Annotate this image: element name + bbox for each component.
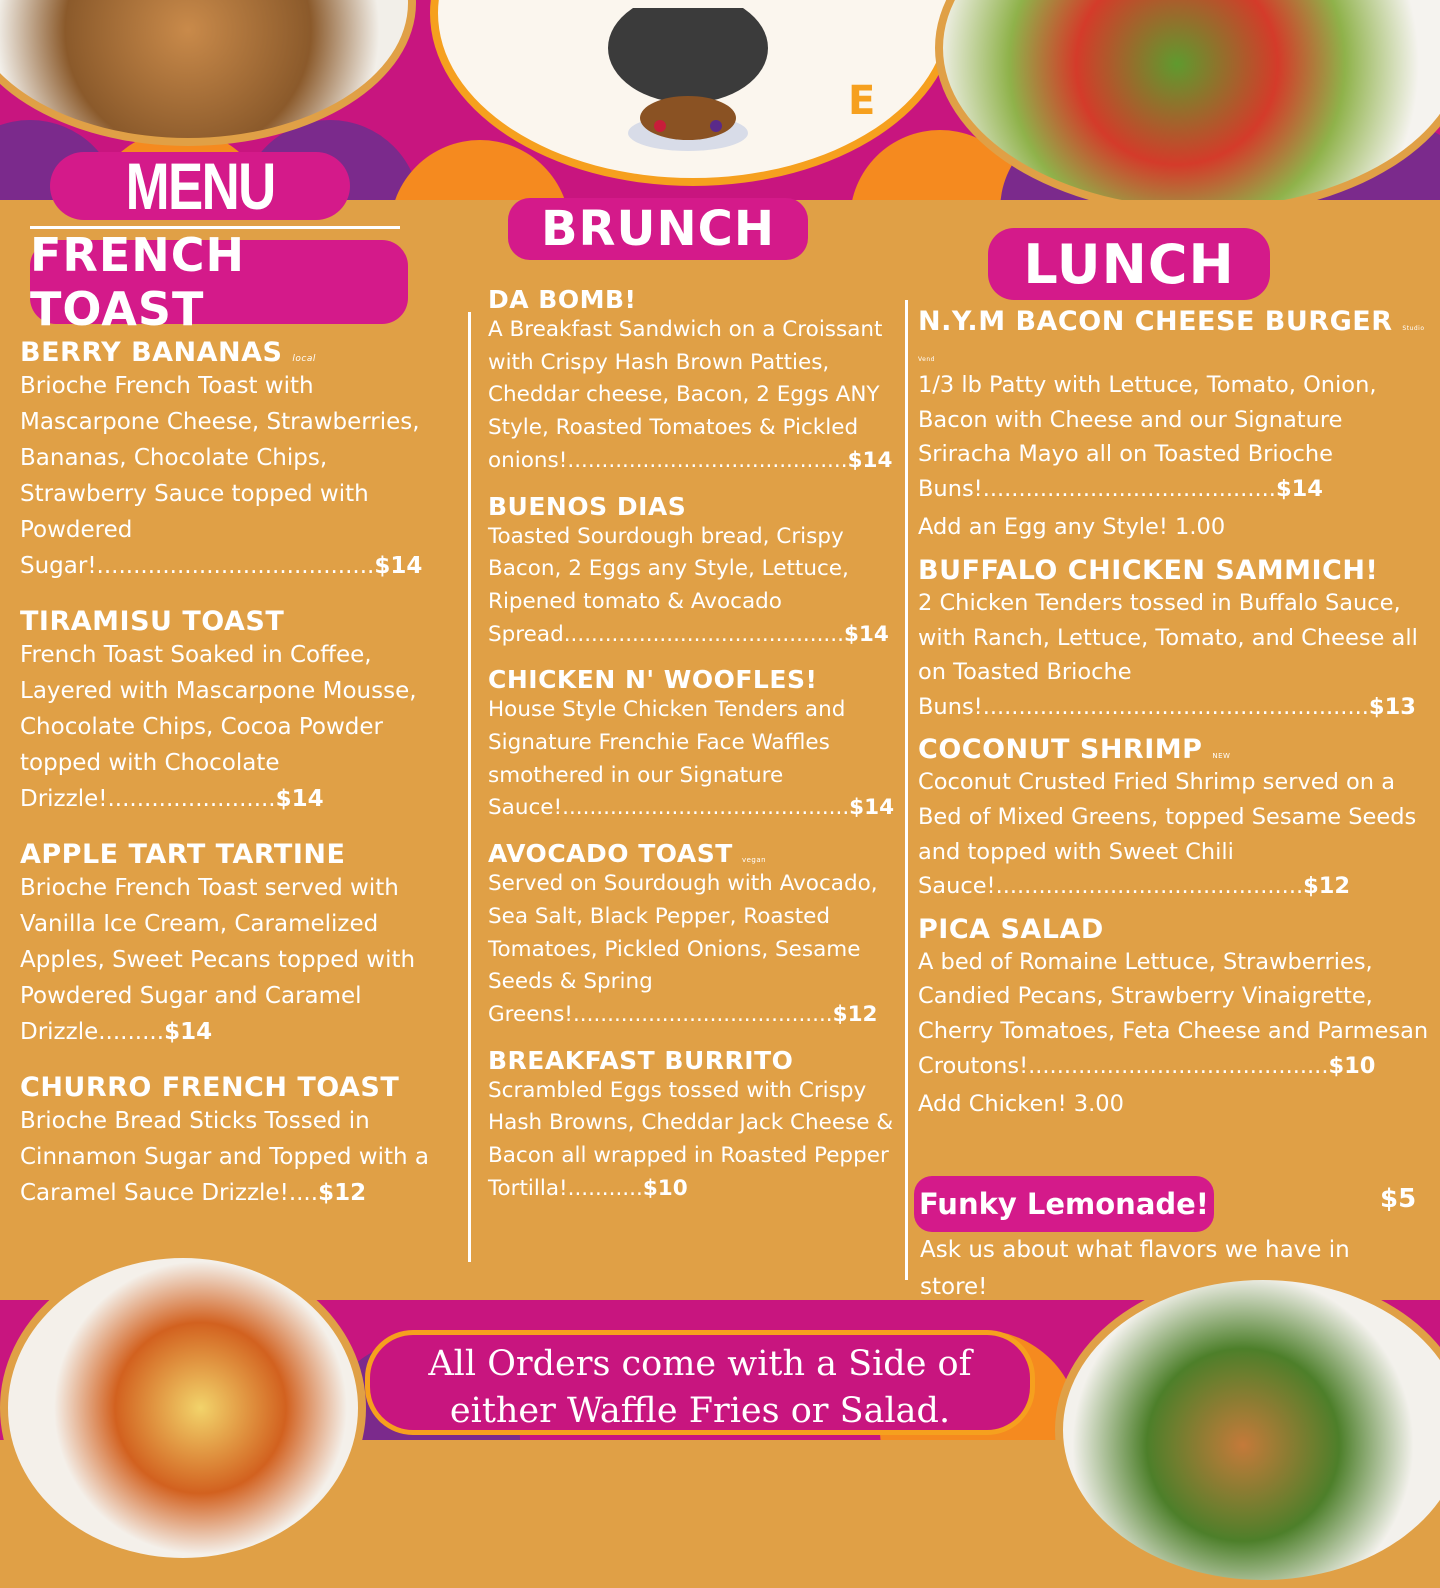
lemonade-desc: Ask us about what flavors we have in store!: [920, 1237, 1350, 1300]
menu-item: [488, 1046, 900, 1206]
item-dots: ......................................: [96, 553, 375, 579]
lunch-column: [918, 306, 1430, 1122]
brunch-pill: [508, 198, 808, 260]
footer-note: All Orders come with a Side of either Waffle Fries or Salad.: [428, 1344, 972, 1431]
item-price: $14: [1275, 475, 1323, 502]
lunch-divider-line: [905, 300, 908, 1280]
menu-item: [918, 734, 1430, 903]
item-name: BERRY BANANAS: [20, 337, 283, 368]
french-toast-column: [20, 337, 450, 1211]
menu-item: [20, 1072, 450, 1211]
item-dots: ..........................................: [1028, 1052, 1329, 1079]
item-dots: ..........................................: [562, 795, 850, 821]
item-name: APPLE TART TARTINE: [20, 839, 346, 870]
menu-item: [488, 285, 900, 478]
item-name: PICA SALAD: [918, 913, 1104, 945]
menu-item: [20, 606, 450, 817]
brunch-divider-line: [468, 312, 471, 1262]
menu-title-pill: [50, 149, 350, 223]
item-desc: Served on Sourdough with Avocado, Sea Salt, Black Pepper, Roasted Tomatoes, Pickled Onions, Sesame Seeds & Spring Greens!: [488, 871, 878, 1027]
item-name: CHICKEN N' WOOFLES!: [488, 665, 818, 695]
item-price: $14: [849, 795, 895, 821]
menu-item: [918, 306, 1430, 545]
item-name: TIRAMISU TOAST: [20, 606, 285, 637]
menu-item: [918, 555, 1430, 724]
menu-item: [20, 337, 450, 584]
item-desc: A Breakfast Sandwich on a Croissant with Crispy Hash Brown Patties, Cheddar cheese, Bacon, 2 Eggs ANY Style, Roasted Tomatoes & Pickled onions!: [488, 317, 883, 473]
lemonade-name: Funky Lemonade!: [918, 1187, 1210, 1221]
item-dots: .........................................: [982, 475, 1276, 502]
item-dots: .........................................: [567, 447, 848, 473]
item-price: $10: [642, 1175, 688, 1201]
menu-item: [488, 492, 900, 652]
item-name: BUENOS DIAS: [488, 491, 687, 521]
item-name: BUFFALO CHICKEN SAMMICH!: [918, 554, 1379, 586]
item-price: $12: [318, 1180, 367, 1206]
item-desc: 1/3 lb Patty with Lettuce, Tomato, Onion, Bacon with Cheese and our Signature Sriracha Mayo all on Toasted Brioche Buns!: [918, 372, 1377, 502]
menu-title: MENU: [125, 149, 275, 223]
item-desc: Scrambled Eggs tossed with Crispy Hash Browns, Cheddar Jack Cheese & Bacon all wrapped in Roasted Pepper Tortilla!: [488, 1077, 894, 1201]
item-name: DA BOMB!: [488, 285, 637, 314]
item-price: $14: [164, 1019, 213, 1045]
item-dots: .......................: [107, 786, 276, 812]
item-name: BREAKFAST BURRITO: [488, 1045, 794, 1075]
logo-letter: E: [848, 78, 876, 124]
menu-item: [20, 839, 450, 1050]
lemonade-pill: [914, 1176, 1214, 1232]
lemonade-price: $5: [1380, 1184, 1417, 1214]
item-dots: ......................................................: [982, 693, 1369, 720]
footer-note-box: [365, 1330, 1035, 1435]
lunch-pill: [988, 228, 1270, 300]
item-price: $14: [374, 553, 423, 579]
brunch-title: BRUNCH: [540, 201, 776, 257]
item-name: COCONUT SHRIMP: [918, 734, 1203, 766]
item-desc: A bed of Romaine Lettuce, Strawberries, Candied Pecans, Strawberry Vinaigrette, Cherry Tomatoes, Feta Cheese and Parmesan Croutons!: [918, 948, 1429, 1079]
item-desc: 2 Chicken Tenders tossed in Buffalo Sauce, with Ranch, Lettuce, Tomato, and Cheese all on Toasted Brioche Buns!: [918, 589, 1418, 720]
frenchie-dog-icon: [588, 8, 788, 168]
item-name: N.Y.M BACON CHEESE BURGER: [918, 306, 1393, 337]
item-price: $10: [1328, 1052, 1376, 1079]
item-price: $12: [832, 1001, 878, 1027]
item-desc: Toasted Sourdough bread, Crispy Bacon, 2 Eggs any Style, Lettuce, Ripened tomato & Avocado Spread: [488, 523, 849, 647]
item-addon: Add Chicken! 3.00: [918, 1091, 1124, 1118]
item-name: CHURRO FRENCH TOAST: [20, 1072, 400, 1103]
french-toast-pill: [30, 228, 408, 336]
item-desc: Coconut Crusted Fried Shrimp served on a Bed of Mixed Greens, topped Sesame Seeds and topped with Sweet Chili Sauce!: [918, 769, 1417, 900]
item-dots: .........................................: [563, 621, 844, 647]
item-price: $14: [843, 621, 889, 647]
menu-item: [488, 839, 900, 1032]
item-tag: vegan: [741, 856, 767, 865]
item-tag: NEW: [1212, 752, 1231, 761]
item-desc: Brioche Bread Sticks Tossed in Cinnamon Sugar and Topped with a Caramel Sauce Drizzle!: [20, 1108, 429, 1206]
item-addon: Add an Egg any Style! 1.00: [918, 514, 1226, 541]
menu-item: [488, 665, 900, 825]
brunch-column: [488, 285, 900, 1205]
item-dots: ....: [288, 1180, 319, 1206]
item-desc: Brioche French Toast served with Vanilla Ice Cream, Caramelized Apples, Sweet Pecans topped with Powdered Sugar and Caramel Drizzle: [20, 875, 416, 1045]
shrimp-salad-photo: [1055, 1272, 1440, 1588]
item-dots: ......................................: [572, 1001, 833, 1027]
french-toast-title: FRENCH TOAST: [30, 228, 246, 336]
burrito-photo: [0, 1250, 366, 1566]
lunch-title: LUNCH: [1023, 232, 1235, 296]
menu-item: [918, 914, 1430, 1122]
item-tag: Studio Vend: [918, 325, 1425, 363]
item-desc: Brioche French Toast with Mascarpone Cheese, Strawberries, Bananas, Chocolate Chips, Strawberry Sauce topped with Powdered Sugar!: [20, 373, 420, 579]
item-tag: local: [292, 354, 316, 364]
item-price: $12: [1303, 873, 1351, 900]
item-dots: .........: [98, 1019, 165, 1045]
item-price: $14: [275, 786, 324, 812]
item-desc: French Toast Soaked in Coffee, Layered with Mascarpone Mousse, Chocolate Chips, Cocoa Powder topped with Chocolate Drizzle!: [20, 642, 417, 812]
item-price: $14: [847, 447, 893, 473]
item-dots: ...........: [567, 1175, 643, 1201]
item-price: $13: [1368, 693, 1416, 720]
item-dots: ...........................................: [995, 873, 1304, 900]
item-name: AVOCADO TOAST: [488, 839, 733, 869]
item-desc: House Style Chicken Tenders and Signature Frenchie Face Waffles smothered in our Signature Sauce!: [488, 697, 846, 821]
